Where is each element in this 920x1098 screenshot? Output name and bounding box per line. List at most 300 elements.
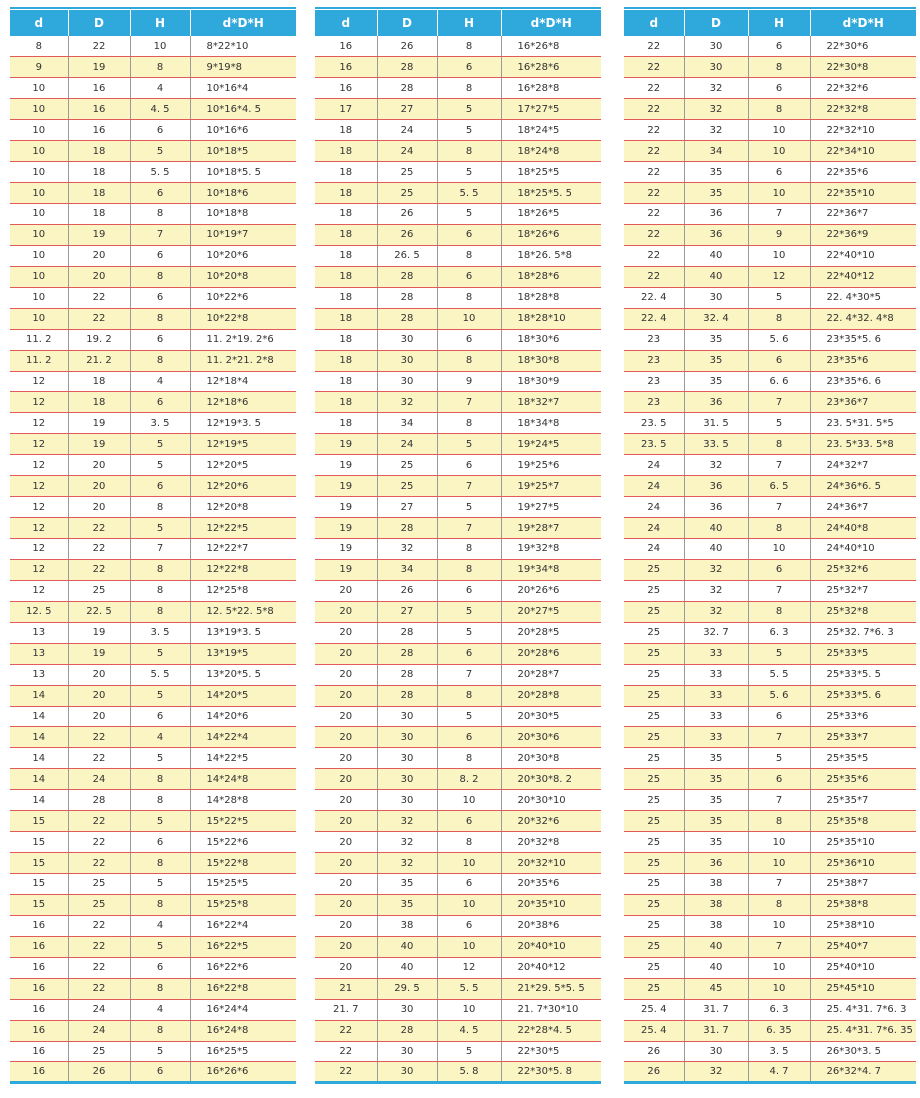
cell-d: 10 bbox=[10, 287, 68, 308]
cell-H: 8 bbox=[748, 601, 810, 622]
cell-dDH: 24*40*10 bbox=[810, 539, 916, 560]
table-row bbox=[624, 434, 916, 455]
cell-D: 36 bbox=[684, 392, 748, 413]
cell-d: 19 bbox=[315, 476, 377, 497]
cell-D: 19 bbox=[68, 434, 130, 455]
table-row bbox=[624, 539, 916, 560]
table-row bbox=[10, 643, 296, 664]
cell-H: 10 bbox=[437, 999, 501, 1020]
cell-d: 13 bbox=[10, 643, 68, 664]
cell-D: 18 bbox=[68, 141, 130, 162]
cell-dDH: 18*26*5 bbox=[501, 204, 601, 225]
cell-H: 8 bbox=[437, 350, 501, 371]
table-row bbox=[10, 1020, 296, 1041]
cell-H: 8 bbox=[130, 350, 190, 371]
cell-d: 25. 4 bbox=[624, 1020, 684, 1041]
cell-d: 16 bbox=[10, 915, 68, 936]
cell-H: 8 bbox=[437, 245, 501, 266]
cell-H: 8 bbox=[130, 601, 190, 622]
header-H: H bbox=[130, 10, 190, 36]
cell-dDH: 25*40*7 bbox=[810, 936, 916, 957]
cell-dDH: 25*33*5. 6 bbox=[810, 685, 916, 706]
cell-dDH: 20*28*7 bbox=[501, 664, 601, 685]
table-row bbox=[315, 748, 601, 769]
table-row bbox=[10, 790, 296, 811]
table-row bbox=[315, 455, 601, 476]
table-row bbox=[10, 329, 296, 350]
cell-D: 35 bbox=[684, 811, 748, 832]
cell-H: 10 bbox=[437, 894, 501, 915]
cell-D: 30 bbox=[377, 769, 437, 790]
cell-D: 32 bbox=[377, 853, 437, 874]
cell-D: 35 bbox=[684, 790, 748, 811]
cell-dDH: 19*28*7 bbox=[501, 518, 601, 539]
cell-dDH: 12*22*7 bbox=[190, 539, 296, 560]
cell-d: 25 bbox=[624, 832, 684, 853]
cell-d: 8 bbox=[10, 36, 68, 57]
table-row bbox=[315, 811, 601, 832]
cell-H: 5 bbox=[748, 287, 810, 308]
cell-H: 8 bbox=[437, 539, 501, 560]
table-row bbox=[315, 392, 601, 413]
cell-dDH: 11. 2*19. 2*6 bbox=[190, 329, 296, 350]
cell-dDH: 18*28*8 bbox=[501, 287, 601, 308]
cell-H: 8 bbox=[130, 769, 190, 790]
cell-H: 7 bbox=[437, 392, 501, 413]
cell-D: 32 bbox=[377, 539, 437, 560]
cell-D: 30 bbox=[377, 727, 437, 748]
cell-D: 25 bbox=[377, 162, 437, 183]
table-row bbox=[624, 601, 916, 622]
table-row bbox=[624, 727, 916, 748]
cell-D: 25 bbox=[377, 183, 437, 204]
cell-D: 27 bbox=[377, 601, 437, 622]
cell-H: 6. 35 bbox=[748, 1020, 810, 1041]
cell-d: 22. 4 bbox=[624, 287, 684, 308]
cell-d: 23 bbox=[624, 329, 684, 350]
cell-d: 10 bbox=[10, 162, 68, 183]
table-row bbox=[10, 999, 296, 1020]
cell-H: 8 bbox=[130, 894, 190, 915]
table-row bbox=[10, 853, 296, 874]
table-row bbox=[10, 706, 296, 727]
cell-D: 30 bbox=[377, 748, 437, 769]
table-row bbox=[10, 476, 296, 497]
cell-dDH: 14*20*5 bbox=[190, 685, 296, 706]
table-row bbox=[624, 36, 916, 57]
cell-d: 18 bbox=[315, 120, 377, 141]
table-row bbox=[624, 664, 916, 685]
cell-dDH: 22. 4*32. 4*8 bbox=[810, 308, 916, 329]
cell-d: 21 bbox=[315, 978, 377, 999]
cell-d: 25. 4 bbox=[624, 999, 684, 1020]
cell-d: 25 bbox=[624, 643, 684, 664]
cell-d: 23. 5 bbox=[624, 413, 684, 434]
cell-dDH: 18*30*8 bbox=[501, 350, 601, 371]
cell-d: 20 bbox=[315, 874, 377, 895]
cell-d: 16 bbox=[10, 1062, 68, 1083]
table-row bbox=[315, 204, 601, 225]
cell-D: 40 bbox=[377, 957, 437, 978]
cell-dDH: 22*32*10 bbox=[810, 120, 916, 141]
cell-dDH: 16*26*6 bbox=[190, 1062, 296, 1083]
cell-dDH: 20*28*8 bbox=[501, 685, 601, 706]
cell-dDH: 23. 5*33. 5*8 bbox=[810, 434, 916, 455]
table-row bbox=[10, 350, 296, 371]
cell-D: 35 bbox=[684, 832, 748, 853]
cell-H: 12 bbox=[437, 957, 501, 978]
cell-dDH: 25*35*7 bbox=[810, 790, 916, 811]
cell-d: 10 bbox=[10, 266, 68, 287]
cell-D: 19 bbox=[68, 643, 130, 664]
table-row bbox=[624, 57, 916, 78]
table-row bbox=[10, 266, 296, 287]
header-D: D bbox=[68, 10, 130, 36]
cell-D: 40 bbox=[377, 936, 437, 957]
cell-D: 30 bbox=[377, 790, 437, 811]
cell-H: 8 bbox=[748, 811, 810, 832]
cell-H: 3. 5 bbox=[748, 1041, 810, 1062]
cell-H: 8 bbox=[437, 559, 501, 580]
cell-d: 20 bbox=[315, 853, 377, 874]
table-row bbox=[315, 978, 601, 999]
cell-d: 20 bbox=[315, 957, 377, 978]
table-row bbox=[624, 350, 916, 371]
cell-dDH: 13*19*5 bbox=[190, 643, 296, 664]
cell-H: 5 bbox=[130, 936, 190, 957]
cell-dDH: 14*22*4 bbox=[190, 727, 296, 748]
cell-H: 5 bbox=[130, 518, 190, 539]
table-row bbox=[315, 350, 601, 371]
cell-dDH: 10*18*6 bbox=[190, 183, 296, 204]
cell-H: 5 bbox=[130, 685, 190, 706]
cell-d: 25 bbox=[624, 748, 684, 769]
cell-D: 16 bbox=[68, 78, 130, 99]
cell-dDH: 22*40*10 bbox=[810, 245, 916, 266]
cell-d: 19 bbox=[315, 455, 377, 476]
cell-D: 22 bbox=[68, 978, 130, 999]
cell-dDH: 10*16*4 bbox=[190, 78, 296, 99]
cell-D: 45 bbox=[684, 978, 748, 999]
table-row bbox=[315, 183, 601, 204]
cell-dDH: 20*28*6 bbox=[501, 643, 601, 664]
cell-d: 20 bbox=[315, 706, 377, 727]
cell-d: 22 bbox=[624, 57, 684, 78]
cell-H: 8 bbox=[130, 580, 190, 601]
cell-D: 22 bbox=[68, 832, 130, 853]
cell-d: 19 bbox=[315, 559, 377, 580]
cell-dDH: 20*40*12 bbox=[501, 957, 601, 978]
cell-D: 25 bbox=[68, 874, 130, 895]
cell-d: 18 bbox=[315, 350, 377, 371]
cell-D: 32 bbox=[377, 832, 437, 853]
cell-d: 22 bbox=[315, 1062, 377, 1083]
table-row bbox=[10, 936, 296, 957]
cell-dDH: 18*32*7 bbox=[501, 392, 601, 413]
header-dDH: d*D*H bbox=[190, 10, 296, 36]
cell-d: 26 bbox=[624, 1041, 684, 1062]
cell-dDH: 10*18*8 bbox=[190, 204, 296, 225]
table-row bbox=[315, 287, 601, 308]
cell-D: 30 bbox=[684, 36, 748, 57]
cell-dDH: 20*30*10 bbox=[501, 790, 601, 811]
cell-D: 28 bbox=[377, 622, 437, 643]
cell-dDH: 20*35*10 bbox=[501, 894, 601, 915]
table-row bbox=[10, 622, 296, 643]
cell-dDH: 10*19*7 bbox=[190, 224, 296, 245]
cell-d: 16 bbox=[10, 936, 68, 957]
cell-D: 22. 5 bbox=[68, 601, 130, 622]
cell-d: 12 bbox=[10, 371, 68, 392]
cell-H: 6 bbox=[437, 266, 501, 287]
header-D: D bbox=[377, 10, 437, 36]
cell-d: 25 bbox=[624, 559, 684, 580]
cell-d: 12 bbox=[10, 413, 68, 434]
cell-H: 6 bbox=[437, 643, 501, 664]
table-row bbox=[315, 1062, 601, 1083]
cell-D: 19. 2 bbox=[68, 329, 130, 350]
table-row bbox=[624, 455, 916, 476]
cell-dDH: 26*30*3. 5 bbox=[810, 1041, 916, 1062]
cell-dDH: 8*22*10 bbox=[190, 36, 296, 57]
cell-dDH: 22*32*8 bbox=[810, 99, 916, 120]
cell-d: 22 bbox=[624, 36, 684, 57]
cell-dDH: 22*32*6 bbox=[810, 78, 916, 99]
cell-D: 19 bbox=[68, 622, 130, 643]
cell-dDH: 25*35*6 bbox=[810, 769, 916, 790]
cell-d: 18 bbox=[315, 308, 377, 329]
cell-H: 5 bbox=[437, 601, 501, 622]
cell-H: 8 bbox=[437, 287, 501, 308]
cell-dDH: 25. 4*31. 7*6. 35 bbox=[810, 1020, 916, 1041]
table-row bbox=[624, 308, 916, 329]
cell-dDH: 25*38*8 bbox=[810, 894, 916, 915]
cell-D: 33 bbox=[684, 727, 748, 748]
cell-dDH: 20*30*5 bbox=[501, 706, 601, 727]
cell-d: 19 bbox=[315, 497, 377, 518]
cell-d: 22 bbox=[624, 245, 684, 266]
cell-D: 38 bbox=[684, 915, 748, 936]
cell-d: 10 bbox=[10, 78, 68, 99]
cell-D: 34 bbox=[684, 141, 748, 162]
cell-H: 6 bbox=[748, 706, 810, 727]
table-row bbox=[624, 853, 916, 874]
cell-dDH: 25*32*8 bbox=[810, 601, 916, 622]
cell-H: 6 bbox=[437, 727, 501, 748]
cell-D: 28 bbox=[377, 57, 437, 78]
cell-dDH: 10*22*8 bbox=[190, 308, 296, 329]
cell-D: 25 bbox=[68, 580, 130, 601]
cell-D: 29. 5 bbox=[377, 978, 437, 999]
cell-H: 6 bbox=[130, 329, 190, 350]
table-row bbox=[315, 727, 601, 748]
cell-H: 5. 5 bbox=[130, 664, 190, 685]
cell-d: 25 bbox=[624, 664, 684, 685]
cell-dDH: 20*27*5 bbox=[501, 601, 601, 622]
cell-d: 20 bbox=[315, 936, 377, 957]
cell-d: 25 bbox=[624, 601, 684, 622]
cell-dDH: 10*18*5. 5 bbox=[190, 162, 296, 183]
table-row bbox=[315, 1041, 601, 1062]
cell-dDH: 17*27*5 bbox=[501, 99, 601, 120]
cell-d: 22 bbox=[315, 1041, 377, 1062]
cell-D: 24 bbox=[68, 999, 130, 1020]
cell-H: 8 bbox=[437, 413, 501, 434]
table-row bbox=[624, 1062, 916, 1083]
cell-d: 15 bbox=[10, 894, 68, 915]
cell-H: 8 bbox=[437, 832, 501, 853]
cell-D: 34 bbox=[377, 413, 437, 434]
cell-H: 4 bbox=[130, 371, 190, 392]
cell-H: 5 bbox=[130, 1041, 190, 1062]
table-row bbox=[624, 915, 916, 936]
table-row bbox=[315, 769, 601, 790]
cell-d: 16 bbox=[10, 999, 68, 1020]
cell-D: 38 bbox=[377, 915, 437, 936]
cell-dDH: 10*20*6 bbox=[190, 245, 296, 266]
cell-D: 32 bbox=[684, 78, 748, 99]
table-row bbox=[10, 664, 296, 685]
cell-D: 19 bbox=[68, 57, 130, 78]
cell-H: 4 bbox=[130, 78, 190, 99]
header-dDH: d*D*H bbox=[810, 10, 916, 36]
cell-H: 5 bbox=[130, 434, 190, 455]
cell-d: 24 bbox=[624, 497, 684, 518]
cell-D: 30 bbox=[377, 1062, 437, 1083]
table-row bbox=[10, 497, 296, 518]
cell-H: 8 bbox=[130, 559, 190, 580]
cell-H: 10 bbox=[748, 183, 810, 204]
cell-D: 33 bbox=[684, 706, 748, 727]
cell-H: 10 bbox=[748, 141, 810, 162]
cell-dDH: 15*22*6 bbox=[190, 832, 296, 853]
cell-H: 10 bbox=[748, 957, 810, 978]
table-row bbox=[315, 580, 601, 601]
cell-d: 24 bbox=[624, 476, 684, 497]
header-d: d bbox=[315, 10, 377, 36]
cell-dDH: 20*30*6 bbox=[501, 727, 601, 748]
cell-dDH: 14*28*8 bbox=[190, 790, 296, 811]
cell-dDH: 22*35*10 bbox=[810, 183, 916, 204]
cell-d: 20 bbox=[315, 580, 377, 601]
table-row bbox=[315, 706, 601, 727]
cell-d: 18 bbox=[315, 287, 377, 308]
cell-D: 20 bbox=[68, 245, 130, 266]
cell-d: 11. 2 bbox=[10, 329, 68, 350]
cell-D: 26 bbox=[377, 36, 437, 57]
header-D: D bbox=[684, 10, 748, 36]
cell-H: 7 bbox=[748, 497, 810, 518]
cell-d: 12 bbox=[10, 455, 68, 476]
cell-d: 12 bbox=[10, 518, 68, 539]
header-H: H bbox=[748, 10, 810, 36]
cell-D: 40 bbox=[684, 518, 748, 539]
table-top-rule bbox=[315, 7, 601, 9]
cell-dDH: 9*19*8 bbox=[190, 57, 296, 78]
table-row bbox=[624, 476, 916, 497]
cell-D: 35 bbox=[684, 329, 748, 350]
cell-d: 15 bbox=[10, 874, 68, 895]
cell-dDH: 25*45*10 bbox=[810, 978, 916, 999]
cell-D: 40 bbox=[684, 539, 748, 560]
cell-H: 6 bbox=[130, 957, 190, 978]
cell-d: 22 bbox=[624, 224, 684, 245]
table-row bbox=[624, 685, 916, 706]
cell-d: 20 bbox=[315, 727, 377, 748]
cell-dDH: 13*19*3. 5 bbox=[190, 622, 296, 643]
cell-d: 18 bbox=[315, 141, 377, 162]
cell-dDH: 25. 4*31. 7*6. 3 bbox=[810, 999, 916, 1020]
cell-H: 8 bbox=[748, 518, 810, 539]
cell-D: 21. 2 bbox=[68, 350, 130, 371]
cell-H: 6 bbox=[130, 245, 190, 266]
cell-H: 5. 8 bbox=[437, 1062, 501, 1083]
table-row bbox=[624, 643, 916, 664]
table-row bbox=[624, 874, 916, 895]
table-row bbox=[624, 1041, 916, 1062]
cell-D: 25 bbox=[377, 476, 437, 497]
cell-H: 8 bbox=[130, 266, 190, 287]
cell-D: 25 bbox=[68, 894, 130, 915]
cell-H: 4. 5 bbox=[437, 1020, 501, 1041]
table-row bbox=[624, 978, 916, 999]
cell-H: 4 bbox=[130, 727, 190, 748]
cell-D: 32 bbox=[377, 811, 437, 832]
cell-dDH: 12*22*8 bbox=[190, 559, 296, 580]
cell-D: 34 bbox=[377, 559, 437, 580]
cell-H: 5 bbox=[130, 748, 190, 769]
cell-d: 10 bbox=[10, 204, 68, 225]
cell-D: 20 bbox=[68, 664, 130, 685]
cell-D: 30 bbox=[684, 57, 748, 78]
cell-d: 22 bbox=[624, 78, 684, 99]
cell-d: 25 bbox=[624, 685, 684, 706]
table-row bbox=[624, 1020, 916, 1041]
cell-H: 6 bbox=[130, 476, 190, 497]
table-row bbox=[10, 36, 296, 57]
cell-D: 20 bbox=[68, 455, 130, 476]
cell-dDH: 25*32. 7*6. 3 bbox=[810, 622, 916, 643]
table-row bbox=[315, 245, 601, 266]
cell-D: 32 bbox=[684, 120, 748, 141]
cell-H: 8 bbox=[130, 1020, 190, 1041]
cell-H: 8 bbox=[437, 748, 501, 769]
cell-dDH: 12*18*6 bbox=[190, 392, 296, 413]
cell-d: 10 bbox=[10, 99, 68, 120]
cell-D: 25 bbox=[377, 455, 437, 476]
cell-H: 5 bbox=[437, 1041, 501, 1062]
cell-H: 7 bbox=[748, 392, 810, 413]
cell-D: 26 bbox=[377, 224, 437, 245]
cell-d: 16 bbox=[10, 1041, 68, 1062]
cell-H: 10 bbox=[437, 790, 501, 811]
cell-dDH: 12*22*5 bbox=[190, 518, 296, 539]
table-row bbox=[315, 497, 601, 518]
header-row bbox=[624, 10, 916, 36]
cell-d: 12. 5 bbox=[10, 601, 68, 622]
table-row bbox=[315, 894, 601, 915]
cell-d: 14 bbox=[10, 748, 68, 769]
cell-dDH: 25*35*10 bbox=[810, 832, 916, 853]
cell-H: 5 bbox=[748, 413, 810, 434]
cell-H: 6 bbox=[748, 162, 810, 183]
cell-H: 6 bbox=[130, 392, 190, 413]
cell-H: 5 bbox=[130, 643, 190, 664]
table-row bbox=[624, 811, 916, 832]
table-row bbox=[10, 371, 296, 392]
cell-D: 40 bbox=[684, 936, 748, 957]
cell-d: 25 bbox=[624, 957, 684, 978]
